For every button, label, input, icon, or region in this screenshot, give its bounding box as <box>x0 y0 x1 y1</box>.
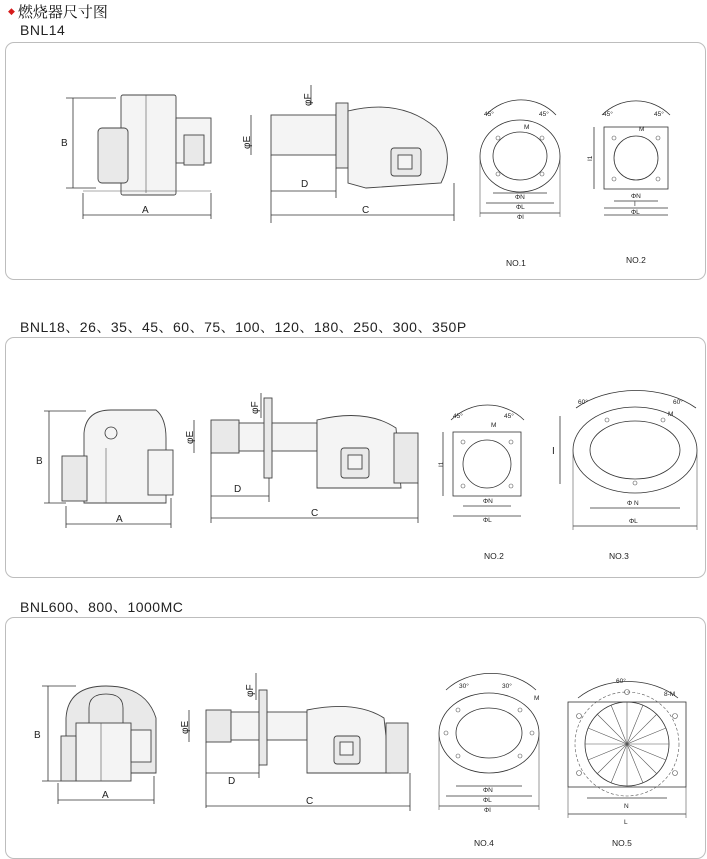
flange-no2a-i: I <box>634 201 636 208</box>
burner-side-view-3 <box>61 686 156 781</box>
flange-no3-m: M <box>668 411 674 418</box>
section-3-drawing <box>6 618 705 858</box>
burner-side-view-2 <box>62 410 173 503</box>
flange-no2b-l: ΦL <box>483 517 492 524</box>
burner-tube-view-1 <box>271 103 447 188</box>
flange-no2b-n: ΦN <box>483 498 493 505</box>
diamond-bullet-icon: ◆ <box>8 6 15 16</box>
flange-no3-l: ΦL <box>629 518 638 525</box>
dim-label-f: φF <box>250 401 261 414</box>
section-1-drawing <box>6 43 705 279</box>
flange-no2b-angle1: 45° <box>453 413 463 420</box>
dim-label-d: D <box>228 776 236 787</box>
section-2-drawing <box>6 338 705 577</box>
flange-no5-angle1: 60° <box>616 678 626 685</box>
flange-no1-l: ΦL <box>516 204 525 211</box>
flange-no1-n: ΦN <box>515 194 525 201</box>
flange-no2b-caption: NO.2 <box>484 551 504 561</box>
section-1-model: BNL14 <box>20 22 66 38</box>
flange-no4-angle1: 30° <box>459 683 469 690</box>
section-2-panel <box>5 337 706 578</box>
flange-no5-l: L <box>624 819 628 826</box>
dim-label-f: φF <box>245 684 256 697</box>
flange-no1-caption: NO.1 <box>506 258 526 268</box>
flange-no4-angle2: 30° <box>502 683 512 690</box>
flange-no2b-side: I1 <box>438 461 445 467</box>
dim-label-c: C <box>306 796 314 807</box>
flange-no2a-m: M <box>639 126 645 133</box>
dim-label-c: C <box>362 205 370 216</box>
dim-label-f: φF <box>303 93 314 106</box>
flange-no2a-angle1: 45° <box>603 111 613 118</box>
flange-no4-i: ΦI <box>484 807 491 814</box>
flange-no4-n: ΦN <box>483 787 493 794</box>
flange-no3-caption: NO.3 <box>609 551 629 561</box>
section-3-panel <box>5 617 706 859</box>
page-title: 燃烧器尺寸图 <box>17 4 108 21</box>
burner-tube-view-2 <box>211 398 418 488</box>
flange-no2a-angle2: 45° <box>654 111 664 118</box>
section-3-model: BNL600、800、1000MC <box>20 599 184 615</box>
flange-no1-m: M <box>524 124 530 131</box>
dim-label-a: A <box>102 790 109 801</box>
flange-no2a-l: ΦL <box>631 209 640 216</box>
section-2-model: BNL18、26、35、45、60、75、100、120、180、250、300、350P <box>20 319 467 335</box>
flange-no5-caption: NO.5 <box>612 838 632 848</box>
flange-no4-l: ΦL <box>483 797 492 804</box>
flange-no5-m: 8-M <box>664 691 676 698</box>
flange-no4-m: M <box>534 695 540 702</box>
flange-no3-angle1: 60° <box>578 399 588 406</box>
section-1-panel <box>5 42 706 280</box>
dim-label-e: φE <box>185 430 196 444</box>
burner-side-view-1 <box>83 95 211 195</box>
flange-no1-angle1: 45° <box>484 111 494 118</box>
burner-tube-view-3 <box>206 690 408 773</box>
flange-no3-n: Φ N <box>627 500 639 507</box>
dim-label-d: D <box>301 179 309 190</box>
dim-label-e: φE <box>242 135 253 149</box>
flange-no4-caption: NO.4 <box>474 838 494 848</box>
flange-no3-side: I <box>552 446 555 457</box>
dim-label-a: A <box>116 514 123 525</box>
dim-label-e: φE <box>180 720 191 734</box>
flange-no5 <box>568 681 686 818</box>
dim-label-b: B <box>36 456 43 467</box>
flange-no5-n: N <box>624 803 629 810</box>
page-heading <box>8 1 108 22</box>
dim-label-d: D <box>234 484 242 495</box>
flange-no2a-caption: NO.2 <box>626 255 646 265</box>
flange-no1-i: ΦI <box>517 214 524 221</box>
flange-no1-angle2: 45° <box>539 111 549 118</box>
dim-label-b: B <box>34 730 41 741</box>
flange-no2b-m: M <box>491 422 497 429</box>
flange-no3 <box>560 390 697 530</box>
dim-label-b: B <box>61 138 68 149</box>
flange-no2a-side: I1 <box>587 155 594 161</box>
flange-no2b-angle2: 45° <box>504 413 514 420</box>
flange-no2a-n: ΦN <box>631 193 641 200</box>
flange-no3-angle2: 60° <box>673 399 683 406</box>
dim-label-c: C <box>311 508 319 519</box>
dim-label-a: A <box>142 205 149 216</box>
